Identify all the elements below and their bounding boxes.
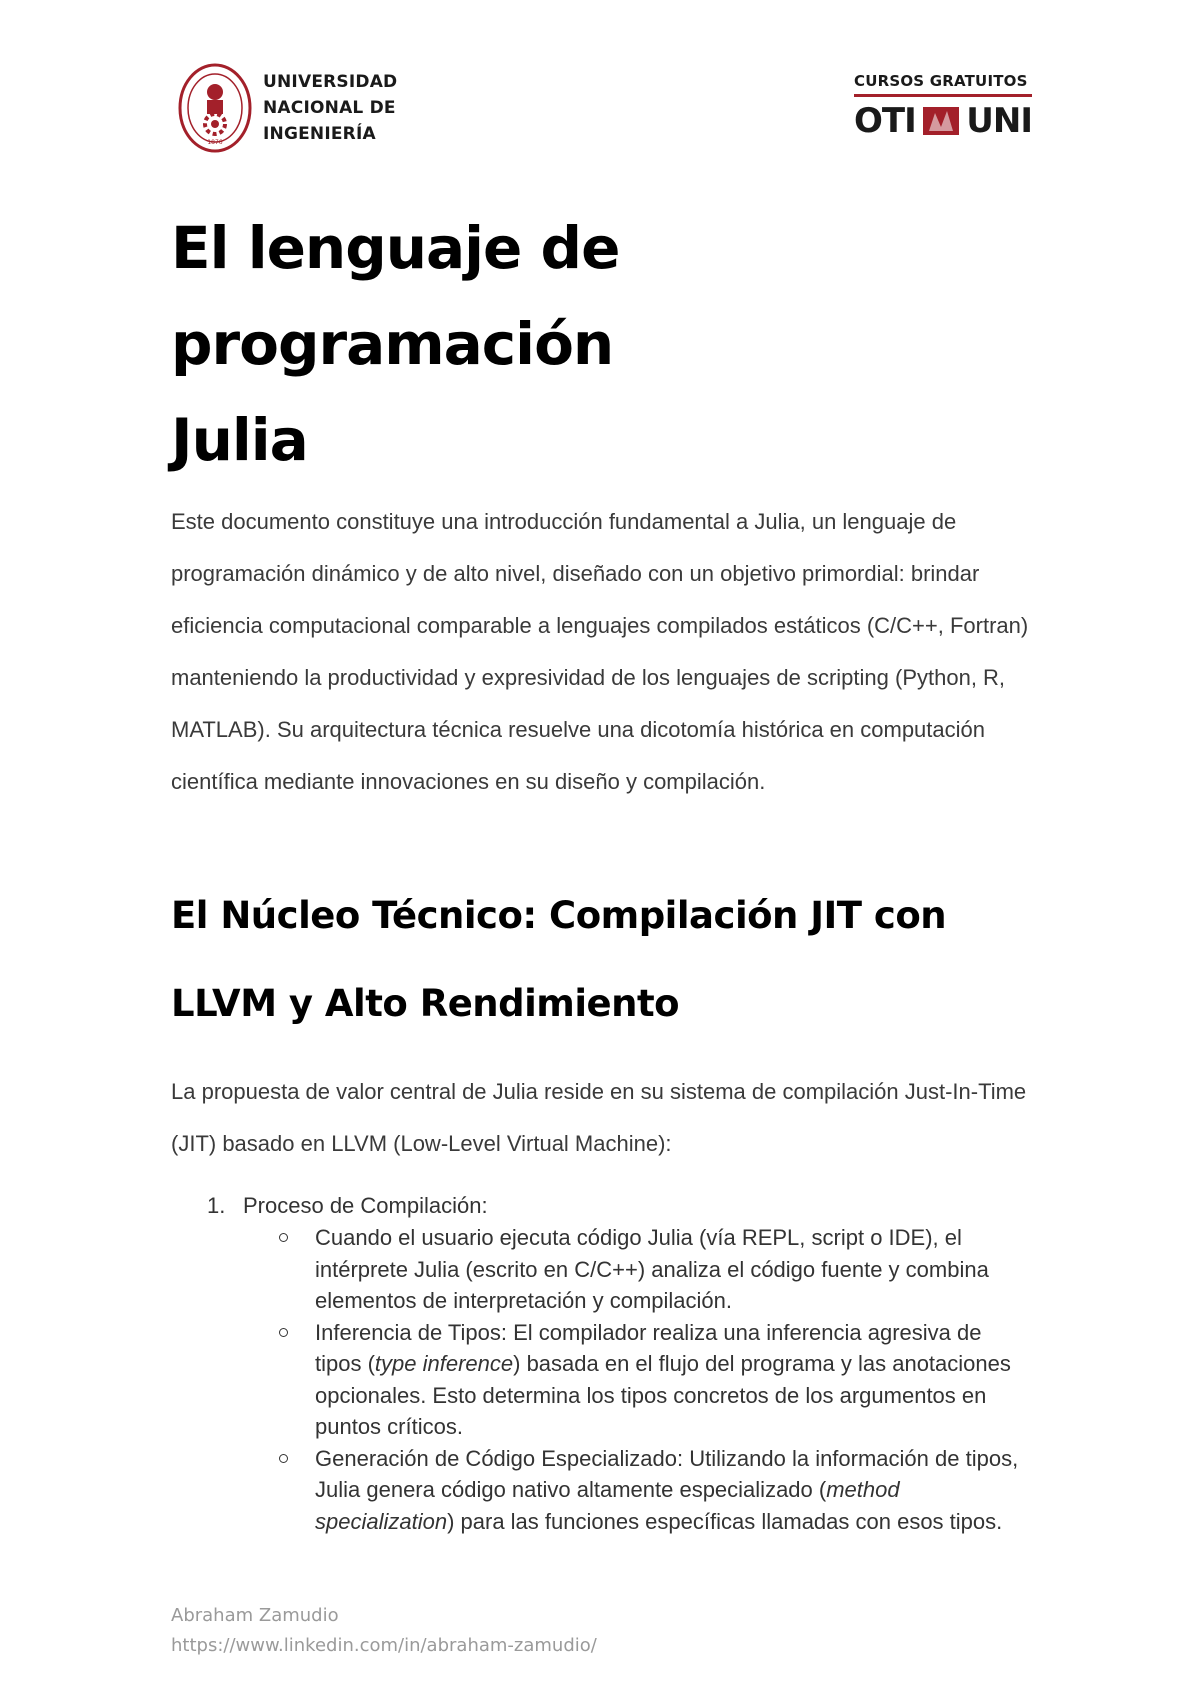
section-heading-line1: El Núcleo Técnico: Compilación JIT con: [171, 894, 947, 937]
section-paragraph: La propuesta de valor central de Julia reside en su sistema de compilación Just-In-Time (JIT) basado en LLVM (Low-Level Virtual Machine):: [171, 1079, 1027, 1156]
page-footer: [171, 1601, 597, 1661]
sub-item-text-pre: Generación de Código Especializado: Utilizando la información de tipos, Julia genera código nativo altamente especializado (: [315, 1445, 1019, 1502]
sub-item-emphasis: method specialization: [315, 1477, 900, 1534]
oti-emblem-icon: [921, 105, 961, 137]
oti-divider: [854, 94, 1032, 97]
numbered-list: [171, 1190, 1031, 1537]
document-title: [171, 200, 1031, 488]
sub-item-execution: [243, 1222, 1031, 1317]
university-logo: [177, 62, 397, 154]
list-item-compilation: [171, 1190, 1031, 1537]
title-line2: Julia: [171, 406, 308, 474]
oti-wordmark-right: UNI: [966, 101, 1032, 141]
section-heading-line2: LLVM y Alto Rendimiento: [171, 982, 680, 1025]
circle-bullet-icon: [279, 1328, 288, 1337]
sub-item-emphasis: type inference: [374, 1351, 514, 1376]
list-number: 1.: [207, 1193, 226, 1218]
university-name-line1: UNIVERSIDAD: [263, 72, 398, 92]
oti-wordmark: [854, 101, 1032, 141]
sub-item-specialization: [243, 1443, 1031, 1538]
oti-wordmark-left: OTI: [854, 101, 916, 141]
list-item-label: Proceso de Compilación:: [243, 1193, 488, 1218]
section-heading: [171, 872, 1031, 1048]
oti-uni-logo: [854, 72, 1032, 141]
university-name-line2: NACIONAL DE: [263, 98, 396, 118]
footer-link[interactable]: https://www.linkedin.com/in/abraham-zamudio/: [171, 1635, 597, 1656]
svg-text:1876: 1876: [207, 139, 223, 146]
sub-item-text-post: ) para las funciones específicas llamadas con esos tipos.: [447, 1508, 1003, 1534]
sub-item-text-post: ) basada en el flujo del programa y las anotaciones opcionales. Esto determina los tipos concretos de los argumentos en puntos críticos.: [315, 1351, 1011, 1439]
sub-item-type-inference: [243, 1317, 1031, 1443]
footer-author: Abraham Zamudio: [171, 1605, 339, 1626]
oti-tagline: CURSOS GRATUITOS: [854, 72, 1028, 90]
page-header: [0, 0, 1192, 180]
sub-list: [243, 1222, 1031, 1537]
sub-item-text: Cuando el usuario ejecuta código Julia (vía REPL, script o IDE), el intérprete Julia (escrito en C/C++) analiza el código fuente y combina elementos de interpretación y compilación.: [315, 1225, 989, 1313]
sub-item-text-pre: Inferencia de Tipos: El compilador realiza una inferencia agresiva de tipos (: [315, 1319, 982, 1376]
circle-bullet-icon: [279, 1233, 288, 1242]
intro-paragraph: Este documento constituye una introducción fundamental a Julia, un lenguaje de programación dinámico y de alto nivel, diseñado con un objetivo primordial: brindar eficiencia computacional comparable a lenguajes compilados estáticos (C/C++, Fortran) manteniendo la productividad y expresividad de los lenguajes de scripting (Python, R, MATLAB). Su arquitectura técnica resuelve una dicotomía histórica en computación científica mediante innovaciones en su diseño y compilación.: [171, 509, 1029, 794]
circle-bullet-icon: [279, 1454, 288, 1463]
university-name-line3: INGENIERÍA: [263, 124, 376, 144]
university-name: [263, 69, 397, 147]
university-seal-icon: [177, 62, 253, 154]
document-body: [171, 200, 1031, 1537]
title-line1: El lenguaje de programación: [171, 214, 620, 378]
